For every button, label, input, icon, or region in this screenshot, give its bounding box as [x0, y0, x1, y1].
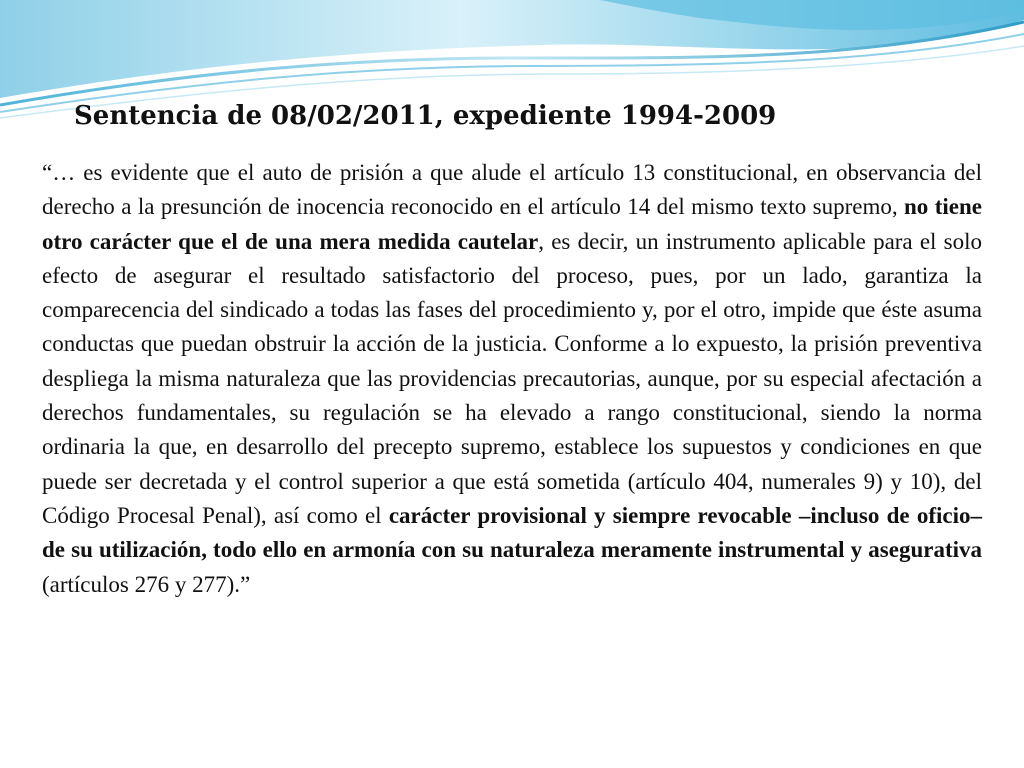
quote-text-3: (artículos 276 y 277).” [42, 571, 251, 597]
quote-text-1: “… es evidente que el auto de prisión a que alude el artículo 13 constitucional, en observancia del derecho a la presunción de inocencia reconocido en el artículo 14 del mismo texto supremo, [42, 160, 982, 220]
slide-title: Sentencia de 08/02/2011, expediente 1994-2009 [74, 101, 777, 131]
quote-emphasis-1: no tiene otro carácter que el de una mera medida cautelar [42, 194, 982, 254]
quote-paragraph [42, 156, 982, 602]
quote-text-2: , es decir, un instrumento aplicable para el solo efecto de asegurar el resultado satisfactorio del proceso, pues, por un lado, garantiza la comparecencia del sindicado a todas las fases del procedimiento y, por el otro, impide que éste asuma conductas que puedan obstruir la acción de la justicia. Conforme a lo expuesto, la prisión preventiva despliega la misma naturaleza que las providencias precautorias, aunque, por su especial afectación a derechos fundamentales, su regulación se ha elevado a rango constitucional, siendo la norma ordinaria la que, en desarrollo del precepto supremo, establece los supuestos y condiciones en que puede ser decretada y el control superior a que está sometida (artículo 404, numerales 9) y 10), del Código Procesal Penal), así como el [42, 228, 982, 528]
quote-emphasis-2: carácter provisional y siempre revocable –incluso de oficio– de su utilización, todo ello en armonía con su naturaleza meramente instrumental y asegurativa [42, 502, 982, 563]
